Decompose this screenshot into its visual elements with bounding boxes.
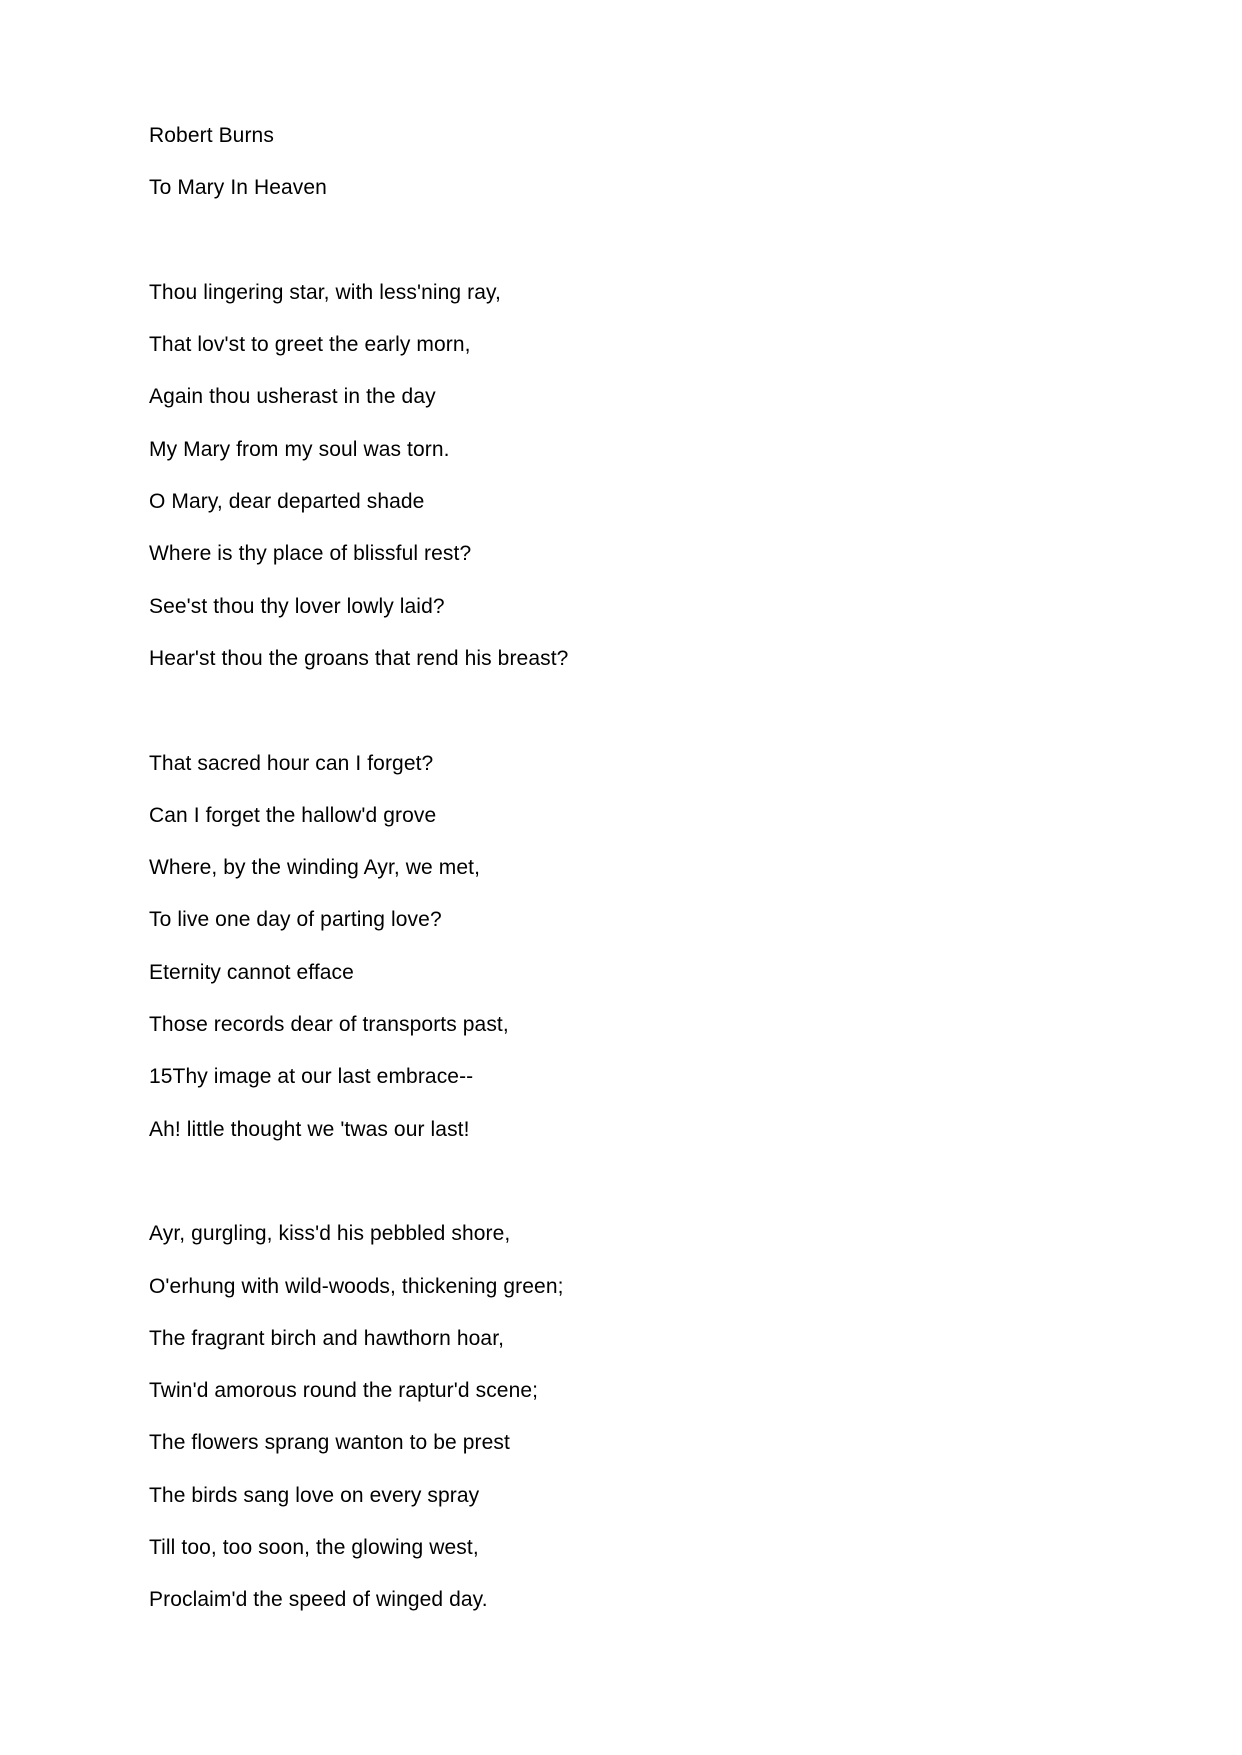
poem-line: Hear'st thou the groans that rend his breast?	[149, 646, 569, 670]
poem-line: See'st thou thy lover lowly laid?	[149, 594, 445, 618]
poem-line: Till too, too soon, the glowing west,	[149, 1536, 479, 1560]
poem-title: To Mary In Heaven	[149, 176, 327, 200]
poem-line: To live one day of parting love?	[149, 908, 442, 932]
poem-line: My Mary from my soul was torn.	[149, 437, 450, 461]
poem-line: The fragrant birch and hawthorn hoar,	[149, 1326, 505, 1350]
poem-line: The flowers sprang wanton to be prest	[149, 1431, 510, 1455]
poem-line: That lov'st to greet the early morn,	[149, 333, 471, 357]
poem-line: Those records dear of transports past,	[149, 1013, 509, 1037]
stanza-gap	[149, 1156, 1049, 1208]
stanza-3	[149, 1208, 1049, 1626]
poem-line: O'erhung with wild-woods, thickening green;	[149, 1274, 564, 1298]
poem-line: Ah! little thought we 'twas our last!	[149, 1117, 470, 1141]
poem-line: Again thou usherast in the day	[149, 385, 436, 409]
poem-line: Thou lingering star, with less'ning ray,	[149, 280, 501, 304]
poem-line: Twin'd amorous round the raptur'd scene;	[149, 1379, 539, 1403]
poem-line: Where is thy place of blissful rest?	[149, 542, 472, 566]
author-line: Robert Burns	[149, 124, 274, 147]
stanza-gap	[149, 685, 1049, 737]
poem-line: Can I forget the hallow'd grove	[149, 803, 437, 827]
poem-line: Eternity cannot efface	[149, 960, 354, 984]
poem-document	[149, 110, 1049, 1627]
stanza-gap	[149, 215, 1049, 267]
poem-line: Ayr, gurgling, kiss'd his pebbled shore,	[149, 1222, 511, 1246]
poem-line: That sacred hour can I forget?	[149, 751, 434, 775]
poem-line: O Mary, dear departed shade	[149, 490, 425, 514]
stanza-1	[149, 267, 1049, 685]
poem-line: The birds sang love on every spray	[149, 1483, 480, 1507]
stanza-2	[149, 738, 1049, 1156]
poem-line: 15Thy image at our last embrace--	[149, 1065, 474, 1089]
poem-line: Proclaim'd the speed of winged day.	[149, 1588, 488, 1612]
poem-line: Where, by the winding Ayr, we met,	[149, 856, 481, 880]
